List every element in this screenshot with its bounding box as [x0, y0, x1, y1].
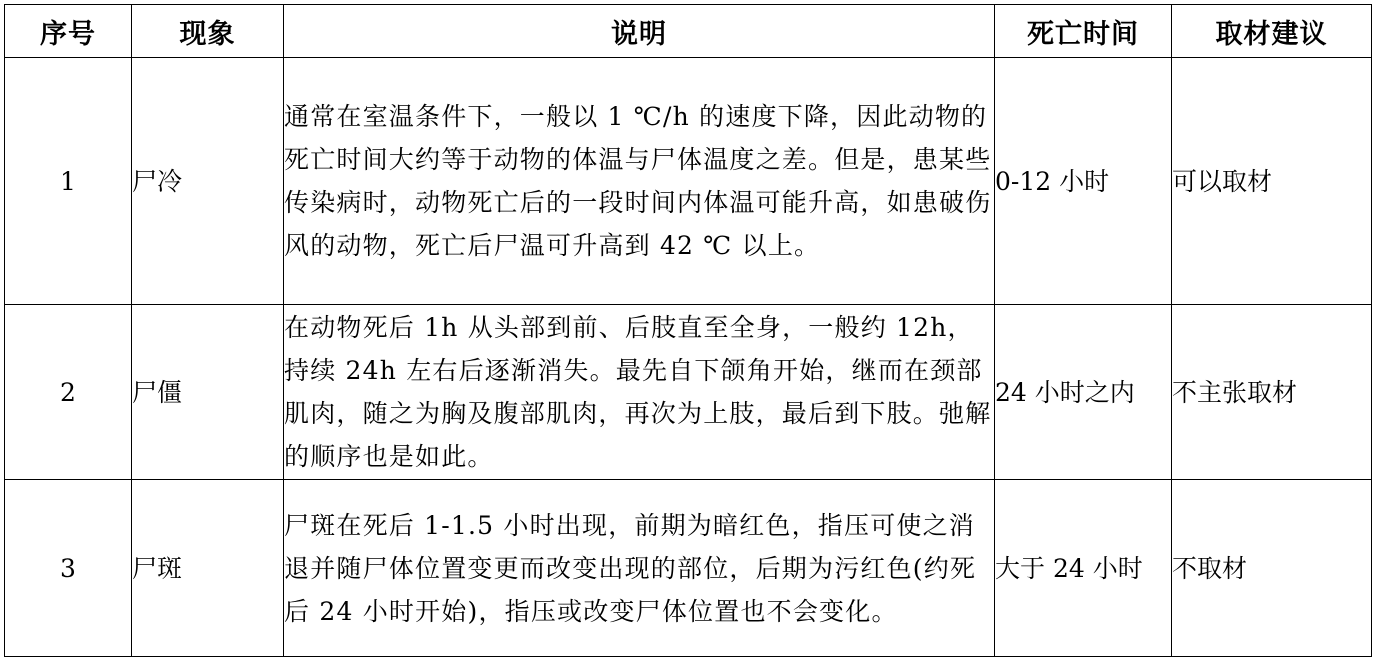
header-sampling-advice: 取材建议 — [1172, 5, 1372, 58]
cell-seq: 1 — [5, 58, 132, 305]
cell-sampling-advice: 不取材 — [1172, 480, 1372, 657]
cell-description: 通常在室温条件下，一般以 1 ℃/h 的速度下降，因此动物的死亡时间大约等于动物的体温与尸体温度之差。但是，患某些传染病时，动物死亡后的一段时间内体温可能升高，如患破伤风的动物，死亡后尸温可升高到 42 ℃ 以上。 — [284, 58, 995, 305]
table-row — [5, 305, 1372, 480]
cell-description: 在动物死后 1h 从头部到前、后肢直至全身，一般约 12h，持续 24h 左右后逐渐消失。最先自下颌角开始，继而在颈部肌肉，随之为胸及腹部肌肉，再次为上肢，最后到下肢。弛解的顺序也是如此。 — [284, 305, 995, 480]
cell-phenomenon: 尸斑 — [132, 480, 284, 657]
cell-sampling-advice: 不主张取材 — [1172, 305, 1372, 480]
cell-seq: 2 — [5, 305, 132, 480]
header-description: 说明 — [284, 5, 995, 58]
header-seq: 序号 — [5, 5, 132, 58]
death-phenomena-table — [4, 4, 1372, 657]
cell-phenomenon: 尸冷 — [132, 58, 284, 305]
cell-phenomenon: 尸僵 — [132, 305, 284, 480]
cell-time-of-death: 24 小时之内 — [995, 305, 1172, 480]
table-row — [5, 480, 1372, 657]
table-row — [5, 58, 1372, 305]
cell-sampling-advice: 可以取材 — [1172, 58, 1372, 305]
cell-time-of-death: 0-12 小时 — [995, 58, 1172, 305]
cell-description: 尸斑在死后 1-1.5 小时出现，前期为暗红色，指压可使之消退并随尸体位置变更而改变出现的部位，后期为污红色(约死后 24 小时开始)，指压或改变尸体位置也不会变化。 — [284, 480, 995, 657]
table-header-row — [5, 5, 1372, 58]
header-time-of-death: 死亡时间 — [995, 5, 1172, 58]
cell-seq: 3 — [5, 480, 132, 657]
cell-time-of-death: 大于 24 小时 — [995, 480, 1172, 657]
header-phenomenon: 现象 — [132, 5, 284, 58]
